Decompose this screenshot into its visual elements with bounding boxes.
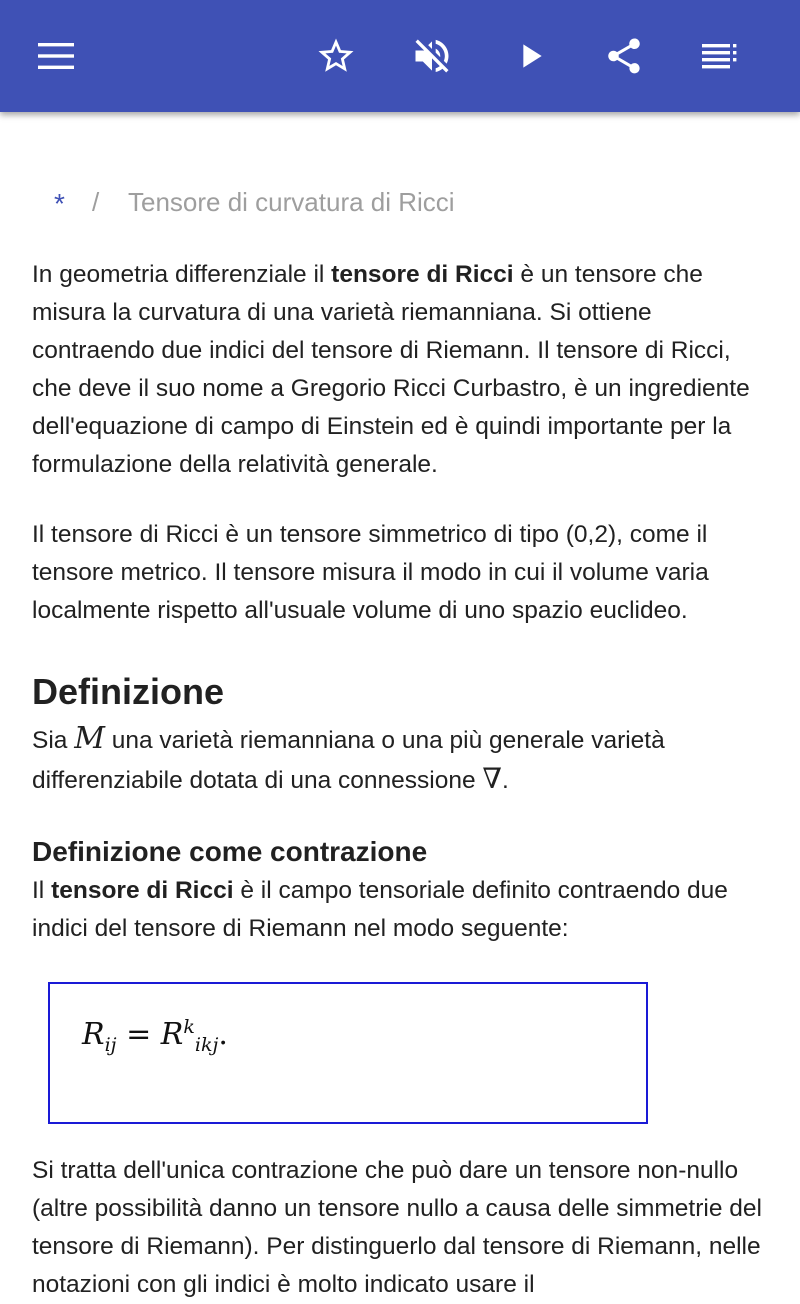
star-outline-icon <box>315 35 357 77</box>
menu-button[interactable] <box>24 24 88 88</box>
menu-icon <box>36 42 76 70</box>
formula-rhs: R <box>160 1017 184 1052</box>
formula-lhs: R <box>82 1017 105 1052</box>
contents-button[interactable] <box>688 24 752 88</box>
volume-off-icon <box>410 34 454 78</box>
math-symbol-nabla: ∇ <box>482 762 502 795</box>
section-heading-definizione: Definizione <box>32 671 225 712</box>
contrazione-paragraph <box>32 872 772 948</box>
contrazione-term-bold: tensore di Ricci <box>51 877 234 904</box>
breadcrumb-separator: / <box>92 187 100 217</box>
play-button[interactable] <box>498 24 562 88</box>
play-icon <box>510 36 550 76</box>
playlist-icon <box>700 42 740 70</box>
intro-term-bold: tensore di Ricci <box>331 261 514 288</box>
definizione-paragraph <box>32 720 772 800</box>
formula-box <box>48 982 648 1124</box>
intro-paragraph-2: Il tensore di Ricci è un tensore simmetrico di tipo (0,2), come il tensore metrico. Il tensore misura il modo in cui il volume varia localmente rispetto all'usuale volume di uno spazio euclideo. <box>32 521 709 624</box>
mute-button[interactable] <box>400 24 464 88</box>
intro-text-rest: è un tensore che misura la curvatura di una varietà riemanniana. Si ottiene contraendo due indici del tensore di Riemann. Il tensore di Ricci, che deve il suo nome a Gregorio Ricci Curbastro, è un ingrediente dell'equazione di campo di Einstein ed è quindi importante per la formulazione della relatività generale. <box>32 261 750 478</box>
breadcrumb-current-page: Tensore di curvatura di Ricci <box>128 187 455 217</box>
formula-rhs-superscript: k <box>183 1016 195 1038</box>
section-heading-contrazione: Definizione come contrazione <box>32 836 428 867</box>
formula-period: . <box>218 1017 228 1052</box>
definizione-text-1: Sia <box>32 727 75 754</box>
article-content <box>0 112 800 1298</box>
contrazione-text-2: è il campo tensoriale definito contraendo due indici del tensore di Riemann nel modo seguente: <box>32 877 728 942</box>
share-icon <box>603 35 645 77</box>
definizione-text-2: una varietà riemanniana o una più generale varietà differenziabile dotata di una connessione <box>32 727 665 794</box>
intro-text-start: In geometria differenziale il <box>32 261 332 288</box>
ricci-formula <box>82 1016 228 1056</box>
share-button[interactable] <box>592 24 656 88</box>
app-toolbar <box>0 0 800 112</box>
favorite-button[interactable] <box>304 24 368 88</box>
formula-lhs-subscript: ij <box>104 1034 117 1056</box>
contrazione-text-1: Il <box>32 877 52 904</box>
formula-equals: = <box>116 1017 161 1052</box>
after-formula-paragraph: Si tratta dell'unica contrazione che può dare un tensore non-nullo (altre possibilità danno un tensore nullo a causa delle simmetrie del tensore di Riemann). Per distinguerlo dal tensore di Riemann, nelle notazioni con gli indici è molto indicato usare il <box>32 1157 762 1298</box>
formula-rhs-subscript: ikj <box>194 1034 219 1056</box>
definizione-text-3: . <box>501 767 509 794</box>
breadcrumb-home-link[interactable]: * <box>54 188 65 219</box>
intro-paragraph-1 <box>32 256 772 484</box>
breadcrumb <box>0 182 800 222</box>
math-symbol-m: M <box>74 721 105 756</box>
